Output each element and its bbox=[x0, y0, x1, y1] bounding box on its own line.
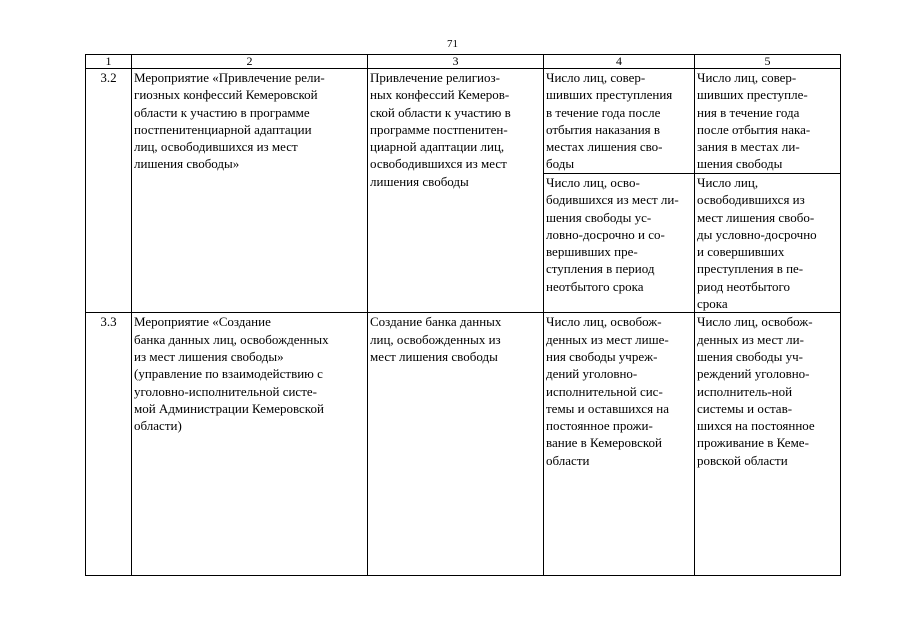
cell-text-line: местах лишения сво- bbox=[546, 139, 663, 155]
row-3-3-description bbox=[368, 313, 544, 576]
header-col-5: 5 bbox=[695, 55, 841, 69]
cell-text-line: риод неотбытого bbox=[697, 278, 791, 294]
cell-text-line: постоянное прожи- bbox=[546, 418, 653, 434]
cell-text-line: преступления в пе- bbox=[697, 261, 804, 277]
cell-text-line: дений уголовно- bbox=[546, 366, 638, 382]
cell-text-line: шивших преступления bbox=[546, 87, 673, 103]
cell-text-line: из мест лишения свободы» bbox=[134, 348, 284, 364]
cell-text-line: освободившихся из мест bbox=[370, 156, 507, 172]
cell-text-line: мест лишения свобо- bbox=[697, 209, 815, 225]
cell-text-line: ровской области bbox=[697, 452, 788, 468]
cell-text-line: зания в местах ли- bbox=[697, 139, 800, 155]
cell-text-line: и совершивших bbox=[697, 244, 785, 260]
cell-text-line: (управление по взаимодействию с bbox=[134, 366, 323, 382]
row-3-3-measure bbox=[132, 313, 368, 576]
cell-text-line: шения свободы уч- bbox=[697, 348, 803, 364]
table-row-3-3 bbox=[86, 313, 841, 576]
cell-text-line: в течение года после bbox=[546, 104, 661, 120]
row-3-2-measure bbox=[132, 69, 368, 313]
cell-text-line: ступления в период bbox=[546, 261, 655, 277]
cell-text-line: Создание банка данных bbox=[370, 314, 502, 330]
cell-text-line: мест лишения свободы bbox=[370, 348, 498, 364]
cell-text-line: ловно-досрочно и со- bbox=[546, 226, 665, 242]
cell-text-line: вершивших пре- bbox=[546, 244, 638, 260]
cell-text-line: Число лиц, совер- bbox=[697, 70, 797, 85]
cell-text-line: Число лиц, освобож- bbox=[546, 314, 662, 330]
cell-text-line: Привлечение религиоз- bbox=[370, 70, 500, 85]
row-3-2-indicator-1-col5 bbox=[695, 69, 841, 174]
cell-text-line: ды условно-досрочно bbox=[697, 226, 817, 242]
cell-text-line: исполнитель-ной bbox=[697, 383, 793, 399]
header-col-3: 3 bbox=[368, 55, 544, 69]
row-3-2-indicator-2-col4 bbox=[544, 174, 695, 313]
cell-text-line: ных конфессий Кемеров- bbox=[370, 87, 510, 103]
cell-text-line: после отбытия нака- bbox=[697, 121, 811, 137]
table-header-row bbox=[86, 55, 841, 69]
cell-text-line: шихся на постоянное bbox=[697, 418, 815, 434]
row-3-3-number: 3.3 bbox=[86, 313, 132, 576]
cell-text-line: Мероприятие «Привлечение рели- bbox=[134, 70, 325, 85]
cell-text-line: банка данных лиц, освобожденных bbox=[134, 331, 329, 347]
measures-table bbox=[85, 54, 841, 576]
cell-text-line: постпенитенциарной адаптации bbox=[134, 121, 312, 137]
row-3-2-number: 3.2 bbox=[86, 69, 132, 313]
cell-text-line: Число лиц, освобож- bbox=[697, 314, 813, 330]
cell-text-line: денных из мест лише- bbox=[546, 331, 669, 347]
page-number: 71 bbox=[447, 38, 458, 50]
cell-text-line: области) bbox=[134, 418, 182, 434]
cell-text-line: проживание в Кеме- bbox=[697, 435, 809, 451]
cell-text-line: гиозных конфессий Кемеровской bbox=[134, 87, 318, 103]
header-col-4: 4 bbox=[544, 55, 695, 69]
cell-text-line: лиц, освободившихся из мест bbox=[134, 139, 298, 155]
row-3-2-indicator-2-col5 bbox=[695, 174, 841, 313]
cell-text-line: ния свободы учреж- bbox=[546, 348, 658, 364]
cell-text-line: Мероприятие «Создание bbox=[134, 314, 271, 330]
cell-text-line: лиц, освобожденных из bbox=[370, 331, 501, 347]
cell-text-line: реждений уголовно- bbox=[697, 366, 810, 382]
cell-text-line: шивших преступле- bbox=[697, 87, 808, 103]
cell-text-line: отбытия наказания в bbox=[546, 121, 661, 137]
row-3-3-indicator-col4 bbox=[544, 313, 695, 576]
cell-text-line: вание в Кемеровской bbox=[546, 435, 662, 451]
table-row-3-2 bbox=[86, 69, 841, 174]
cell-text-line: освободившихся из bbox=[697, 192, 805, 208]
cell-text-line: шения свободы ус- bbox=[546, 209, 652, 225]
cell-text-line: Число лиц, осво- bbox=[546, 175, 640, 190]
header-col-2: 2 bbox=[132, 55, 368, 69]
cell-text-line: мой Администрации Кемеровской bbox=[134, 400, 324, 416]
cell-text-line: темы и оставшихся на bbox=[546, 400, 670, 416]
cell-text-line: циарной адаптации лиц, bbox=[370, 139, 505, 155]
cell-text-line: Число лиц, bbox=[697, 175, 759, 190]
cell-text-line: исполнительной сис- bbox=[546, 383, 663, 399]
cell-text-line: лишения свободы» bbox=[134, 156, 240, 172]
cell-text-line: области bbox=[546, 452, 590, 468]
header-col-1: 1 bbox=[86, 55, 132, 69]
cell-text-line: системы и остав- bbox=[697, 400, 793, 416]
row-3-2-description bbox=[368, 69, 544, 313]
cell-text-line: срока bbox=[697, 296, 728, 312]
cell-text-line: боды bbox=[546, 156, 575, 172]
cell-text-line: уголовно-исполнительной систе- bbox=[134, 383, 317, 399]
cell-text-line: области к участию в программе bbox=[134, 104, 310, 120]
cell-text-line: денных из мест ли- bbox=[697, 331, 804, 347]
cell-text-line: бодившихся из мест ли- bbox=[546, 192, 679, 208]
cell-text-line: программе постпенитен- bbox=[370, 121, 508, 137]
cell-text-line: Число лиц, совер- bbox=[546, 70, 646, 85]
row-3-3-indicator-col5 bbox=[695, 313, 841, 576]
cell-text-line: лишения свободы bbox=[370, 173, 469, 189]
cell-text-line: шения свободы bbox=[697, 156, 783, 172]
cell-text-line: ния в течение года bbox=[697, 104, 800, 120]
row-3-2-indicator-1-col4 bbox=[544, 69, 695, 174]
cell-text-line: неотбытого срока bbox=[546, 278, 644, 294]
cell-text-line: ской области к участию в bbox=[370, 104, 511, 120]
